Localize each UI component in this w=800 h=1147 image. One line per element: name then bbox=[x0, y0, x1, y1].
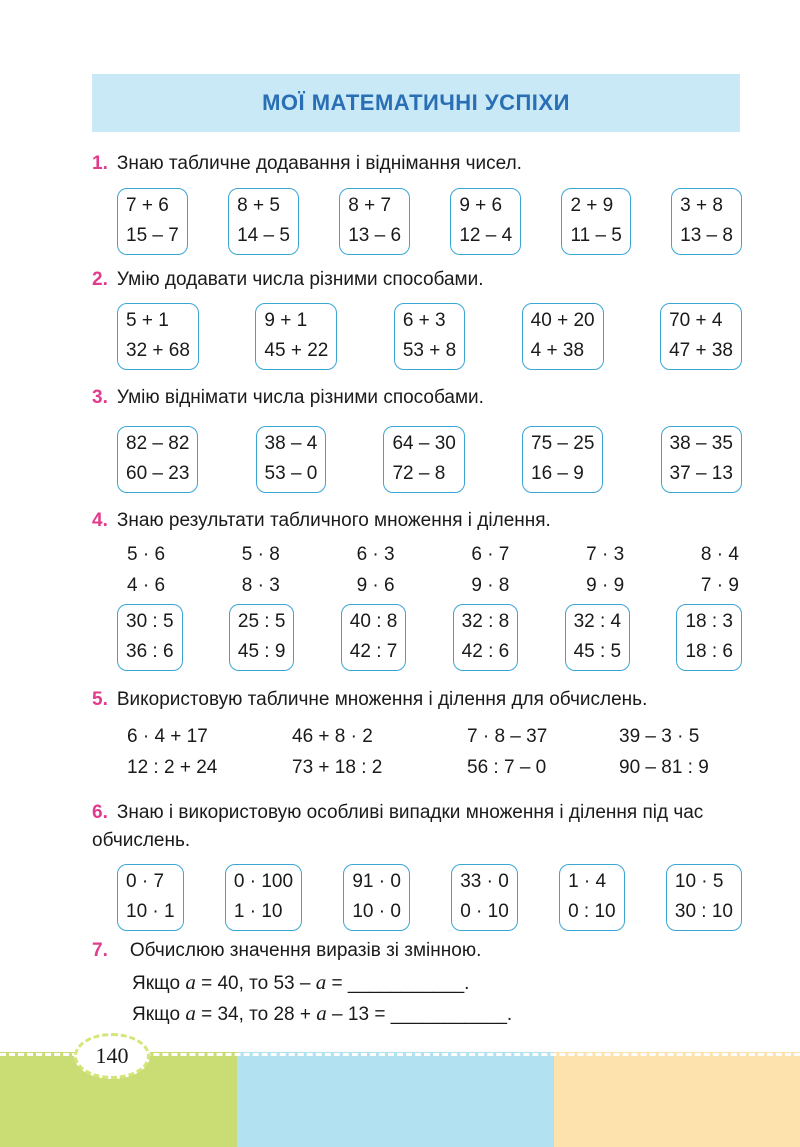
task-text: Знаю табличне додавання і віднімання чисел. bbox=[116, 153, 522, 174]
expression-box bbox=[117, 303, 199, 370]
expression: 10 · 5 bbox=[674, 871, 724, 892]
expression-box bbox=[676, 604, 742, 671]
expression: 75 – 25 bbox=[531, 433, 595, 454]
expression: 40 : 8 bbox=[349, 611, 398, 632]
expression: 3 + 8 bbox=[680, 195, 723, 216]
expression: 45 + 22 bbox=[264, 340, 329, 361]
page-number: 140 bbox=[95, 1043, 129, 1068]
expression: 0 · 7 bbox=[126, 871, 165, 892]
task-7-line-2 bbox=[132, 999, 512, 1029]
expression-column bbox=[467, 721, 619, 783]
expression: 13 – 6 bbox=[348, 225, 402, 246]
expression-box bbox=[565, 604, 631, 671]
expression-box bbox=[341, 604, 407, 671]
expression: 9 · 6 bbox=[356, 575, 395, 596]
expression-column bbox=[701, 539, 739, 601]
task-6 bbox=[92, 799, 752, 855]
expression-box bbox=[117, 604, 183, 671]
expression: 8 · 3 bbox=[241, 575, 280, 596]
expression-box bbox=[661, 426, 742, 493]
expression: 9 · 8 bbox=[471, 575, 510, 596]
footer-segment-orange bbox=[554, 1052, 800, 1147]
expression: 1 · 4 bbox=[568, 871, 607, 892]
line-text: Якщо bbox=[132, 1004, 186, 1025]
expression-box bbox=[117, 426, 198, 493]
expression: 82 – 82 bbox=[126, 433, 190, 454]
task-text: Умію додавати числа різними способами. bbox=[116, 269, 484, 290]
expression-box bbox=[561, 188, 630, 255]
expression: 37 – 13 bbox=[669, 463, 733, 484]
expression-column bbox=[127, 721, 292, 783]
expression-column bbox=[586, 539, 624, 601]
variable: a bbox=[185, 1001, 196, 1025]
expression-box bbox=[229, 604, 295, 671]
task-3-boxes bbox=[117, 426, 742, 493]
expression: 14 – 5 bbox=[237, 225, 290, 246]
expression: 0 · 10 bbox=[460, 901, 509, 922]
expression: 39 – 3 · 5 bbox=[619, 726, 700, 747]
task-5-expressions bbox=[127, 721, 739, 783]
task-text: Знаю результати табличного множення і ділення. bbox=[116, 510, 551, 531]
answer-blank[interactable]: – 13 = ___________. bbox=[326, 1004, 513, 1025]
line-text: = 40, то 53 – bbox=[195, 973, 316, 994]
expression: 40 + 20 bbox=[530, 310, 595, 331]
answer-blank[interactable]: = ___________. bbox=[326, 973, 470, 994]
expression: 7 · 9 bbox=[700, 575, 739, 596]
expression: 30 : 5 bbox=[126, 611, 174, 632]
expression: 38 – 4 bbox=[264, 433, 318, 454]
expression: 9 + 6 bbox=[459, 195, 503, 216]
task-3 bbox=[92, 384, 484, 412]
expression: 5 · 6 bbox=[127, 544, 166, 565]
expression-column bbox=[471, 539, 509, 601]
task-5 bbox=[92, 686, 647, 714]
expression: 1 · 10 bbox=[233, 901, 283, 922]
task-2 bbox=[92, 266, 484, 294]
expression: 8 · 4 bbox=[700, 544, 739, 565]
expression: 0 : 10 bbox=[568, 901, 616, 922]
expression-box bbox=[559, 864, 625, 931]
expression: 5 + 1 bbox=[126, 310, 169, 331]
footer-segment-blue bbox=[237, 1052, 554, 1147]
expression: 0 · 100 bbox=[233, 871, 294, 892]
expression: 47 + 38 bbox=[669, 340, 733, 361]
expression-box bbox=[117, 864, 184, 931]
expression: 90 – 81 : 9 bbox=[619, 757, 709, 778]
expression: 10 · 0 bbox=[352, 901, 401, 922]
task-1-boxes bbox=[117, 188, 742, 255]
expression: 56 : 7 – 0 bbox=[467, 757, 547, 778]
expression: 36 : 6 bbox=[126, 641, 174, 662]
expression: 2 + 9 bbox=[570, 195, 614, 216]
expression-box bbox=[228, 188, 299, 255]
task-number: 4. bbox=[92, 510, 108, 531]
expression: 42 : 6 bbox=[461, 641, 510, 662]
expression: 8 + 7 bbox=[348, 195, 392, 216]
expression-box bbox=[256, 426, 327, 493]
expression: 32 : 8 bbox=[461, 611, 510, 632]
task-text: Знаю і використовую особливі випадки множення і ділення під час обчислень. bbox=[92, 802, 704, 851]
expression-box bbox=[450, 188, 521, 255]
expression-box bbox=[522, 303, 604, 370]
expression: 7 · 3 bbox=[586, 544, 625, 565]
expression: 7 + 6 bbox=[126, 195, 169, 216]
expression-box bbox=[453, 604, 519, 671]
expression: 53 + 8 bbox=[402, 340, 457, 361]
expression: 4 · 6 bbox=[127, 575, 166, 596]
expression: 13 – 8 bbox=[680, 225, 733, 246]
task-text: Обчислюю значення виразів зі змінною. bbox=[129, 940, 482, 961]
title-banner bbox=[92, 74, 740, 132]
expression-box bbox=[225, 864, 302, 931]
expression: 30 : 10 bbox=[674, 901, 733, 922]
expression: 11 – 5 bbox=[570, 225, 622, 246]
task-1 bbox=[92, 150, 522, 178]
page-number-badge bbox=[74, 1033, 150, 1079]
task-2-boxes bbox=[117, 303, 742, 370]
expression: 72 – 8 bbox=[392, 463, 446, 484]
expression: 8 + 5 bbox=[237, 195, 280, 216]
page-title: МОЇ МАТЕМАТИЧНІ УСПІХИ bbox=[262, 90, 570, 115]
expression: 32 + 68 bbox=[126, 340, 190, 361]
expression: 9 + 1 bbox=[264, 310, 308, 331]
variable: a bbox=[316, 1001, 327, 1025]
expression-box bbox=[255, 303, 337, 370]
expression-box bbox=[671, 188, 742, 255]
expression-column bbox=[292, 721, 467, 783]
task-7 bbox=[92, 937, 481, 965]
expression: 64 – 30 bbox=[392, 433, 456, 454]
expression: 4 + 38 bbox=[530, 340, 585, 361]
task-number: 2. bbox=[92, 269, 108, 290]
expression: 10 · 1 bbox=[126, 901, 175, 922]
task-6-boxes bbox=[117, 864, 742, 931]
task-4 bbox=[92, 507, 551, 535]
expression: 73 + 18 : 2 bbox=[292, 757, 383, 778]
task-number: 7. bbox=[92, 940, 108, 961]
expression-column bbox=[619, 721, 739, 783]
task-4-boxes bbox=[117, 604, 742, 671]
task-4-expressions bbox=[127, 539, 739, 601]
expression: 16 – 9 bbox=[531, 463, 584, 484]
task-text: Використовую табличне множення і ділення для обчислень. bbox=[116, 689, 648, 710]
expression: 33 · 0 bbox=[460, 871, 509, 892]
task-number: 3. bbox=[92, 387, 108, 408]
task-text: Умію віднімати числа різними способами. bbox=[116, 387, 484, 408]
expression-box bbox=[660, 303, 742, 370]
expression: 25 : 5 bbox=[237, 611, 286, 632]
expression: 42 : 7 bbox=[349, 641, 398, 662]
variable: a bbox=[315, 970, 327, 994]
expression: 6 · 4 + 17 bbox=[127, 726, 208, 747]
variable: a bbox=[185, 970, 196, 994]
line-text: Якщо bbox=[132, 973, 186, 994]
expression: 91 · 0 bbox=[352, 871, 401, 892]
expression: 60 – 23 bbox=[126, 463, 190, 484]
expression-box bbox=[522, 426, 603, 493]
expression-box bbox=[383, 426, 464, 493]
expression-column bbox=[357, 539, 395, 601]
expression: 6 + 3 bbox=[402, 310, 446, 331]
expression: 12 – 4 bbox=[459, 225, 513, 246]
task-number: 5. bbox=[92, 689, 108, 710]
expression: 9 · 9 bbox=[586, 575, 625, 596]
task-number: 6. bbox=[92, 802, 108, 823]
expression: 6 · 7 bbox=[471, 544, 510, 565]
expression: 53 – 0 bbox=[264, 463, 318, 484]
expression-box bbox=[343, 864, 410, 931]
expression: 45 : 5 bbox=[573, 641, 622, 662]
expression: 6 · 3 bbox=[356, 544, 395, 565]
expression: 5 · 8 bbox=[241, 544, 280, 565]
line-text: = 34, то 28 + bbox=[195, 1004, 317, 1025]
expression: 18 : 6 bbox=[685, 641, 733, 662]
expression-box bbox=[394, 303, 465, 370]
expression-column bbox=[242, 539, 280, 601]
expression: 7 · 8 – 37 bbox=[467, 726, 548, 747]
expression: 46 + 8 · 2 bbox=[292, 726, 373, 747]
expression: 15 – 7 bbox=[126, 225, 179, 246]
expression-box bbox=[451, 864, 518, 931]
task-number: 1. bbox=[92, 153, 108, 174]
expression: 45 : 9 bbox=[237, 641, 286, 662]
expression: 18 : 3 bbox=[685, 611, 733, 632]
task-7-line-1 bbox=[132, 968, 469, 998]
expression: 70 + 4 bbox=[669, 310, 723, 331]
expression: 32 : 4 bbox=[573, 611, 622, 632]
expression: 12 : 2 + 24 bbox=[127, 757, 218, 778]
expression-box bbox=[339, 188, 410, 255]
expression: 38 – 35 bbox=[669, 433, 733, 454]
expression-column bbox=[127, 539, 165, 601]
expression-box bbox=[117, 188, 188, 255]
expression-box bbox=[666, 864, 742, 931]
